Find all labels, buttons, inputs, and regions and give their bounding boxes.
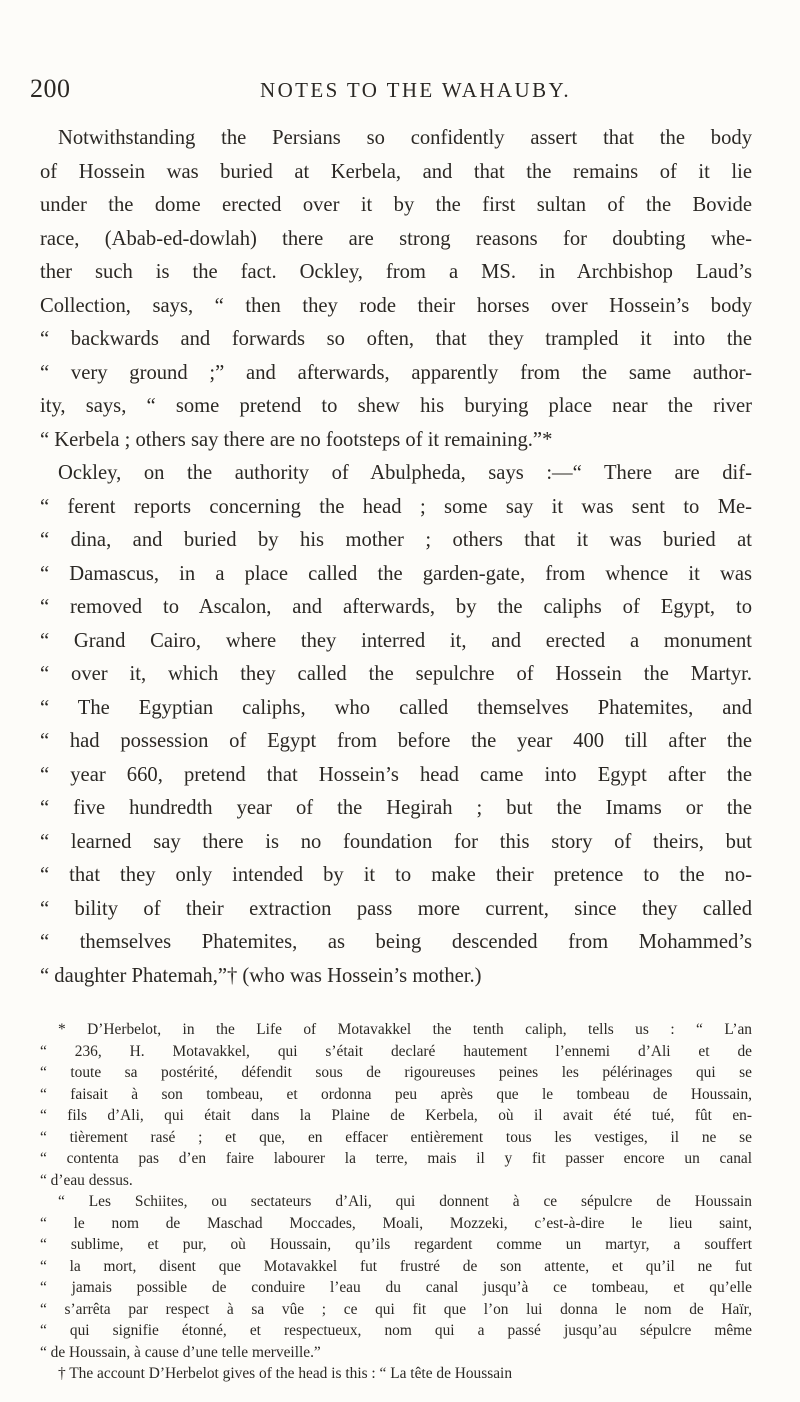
text-line: race, (Abab-ed-dowlah) there are strong reasons for doubting whe-	[40, 227, 752, 250]
footnote-line: † The account D’Herbelot gives of the head is this : “ La tête de Houssain	[58, 1365, 513, 1382]
footnote-line: “ fils d’Ali, qui était dans la Plaine de Kerbela, où il avait été tué, fût en-	[40, 1107, 752, 1124]
text-line: “ had possession of Egypt from before the year 400 till after the	[40, 730, 752, 752]
text-line: under the dome erected over it by the first sultan of the Bovide	[40, 194, 752, 216]
text-line: of Hossein was buried at Kerbela, and that the remains of it lie	[40, 160, 752, 183]
footnote-line: “ contenta pas d’en faire labourer la terre, mais il y fit passer encore un canal	[40, 1150, 752, 1167]
text-line: “ five hundredth year of the Hegirah ; but the Imams or the	[40, 797, 752, 819]
text-line: “ Damascus, in a place called the garden-gate, from whence it was	[40, 562, 752, 585]
footnote-line: “ Les Schiites, ou sectateurs d’Ali, qui donnent à ce sépulcre de Houssain	[58, 1193, 752, 1210]
footnote-line: “ qui signifie étonné, et respectueux, nom qui a passé jusqu’au sépulcre même	[40, 1322, 752, 1339]
main-text	[40, 122, 752, 993]
text-line: “ dina, and buried by his mother ; others that it was buried at	[40, 529, 752, 551]
footnote-line: “ faisait à son tombeau, et ordonna peu après que le tombeau de Houssain,	[40, 1085, 752, 1103]
text-line: “ removed to Ascalon, and afterwards, by the caliphs of Egypt, to	[40, 596, 752, 618]
text-line: “ daughter Phatemah,”† (who was Hossein’s mother.)	[40, 964, 482, 987]
footnote-line: “ de Houssain, à cause d’une telle merveille.”	[40, 1343, 321, 1361]
text-line: ity, says, “ some pretend to shew his burying place near the river	[40, 395, 752, 417]
page-header	[30, 74, 730, 108]
footnote-line: “ sublime, et pur, où Houssain, qu’ils regardent comme un martyr, a souffert	[40, 1236, 752, 1253]
footnotes	[40, 1019, 752, 1385]
footnote-line: “ s’arrêta par respect à sa vûe ; ce qui fit que l’on lui donna le nom de Haïr,	[40, 1300, 752, 1318]
text-line: “ learned say there is no foundation for this story of theirs, but	[40, 830, 752, 853]
text-line: ther such is the fact. Ockley, from a MS. in Archbishop Laud’s	[40, 261, 752, 283]
text-line: “ that they only intended by it to make their pretence to the no-	[40, 864, 752, 886]
text-line: “ themselves Phatemites, as being descended from Mohammed’s	[40, 931, 752, 953]
text-line: “ bility of their extraction pass more current, since they called	[40, 897, 752, 920]
running-title: NOTES TO THE WAHAUBY.	[260, 78, 571, 102]
text-line: “ ferent reports concerning the head ; some say it was sent to Me-	[40, 495, 752, 518]
text-line: Ockley, on the authority of Abulpheda, says :—“ There are dif-	[58, 462, 752, 484]
footnote-line: “ jamais possible de conduire l’eau du canal jusqu’à ce tombeau, et qu’elle	[40, 1279, 752, 1296]
page-number: 200	[30, 74, 71, 103]
footnote-line: “ la mort, disent que Motavakkel fut frustré de son attente, et qu’il ne fut	[40, 1257, 752, 1275]
text-line: “ Grand Cairo, where they interred it, and erected a monument	[40, 629, 752, 652]
text-line: “ year 660, pretend that Hossein’s head came into Egypt after the	[40, 763, 752, 786]
text-line: “ very ground ;” and afterwards, apparently from the same author-	[40, 361, 752, 384]
footnote-line: “ le nom de Maschad Moccades, Moali, Mozzeki, c’est-à-dire le lieu saint,	[40, 1214, 752, 1232]
text-line: Collection, says, “ then they rode their horses over Hossein’s body	[40, 294, 752, 317]
footnote-line: “ 236, H. Motavakkel, qui s’était declaré hautement l’ennemi d’Ali et de	[40, 1042, 752, 1060]
footnote-line: * D’Herbelot, in the Life of Motavakkel the tenth caliph, tells us : “ L’an	[58, 1021, 752, 1038]
text-line: “ The Egyptian caliphs, who called themselves Phatemites, and	[40, 696, 752, 719]
text-line: Notwithstanding the Persians so confidently assert that the body	[58, 127, 752, 149]
footnote-line: “ tièrement rasé ; et que, en effacer entièrement tous les vestiges, il ne se	[40, 1128, 752, 1146]
text-line: “ over it, which they called the sepulchre of Hossein the Martyr.	[40, 663, 752, 685]
text-line: “ backwards and forwards so often, that they trampled it into the	[40, 328, 752, 350]
text-line: “ Kerbela ; others say there are no footsteps of it remaining.”*	[40, 428, 553, 451]
footnote-line: “ toute sa postérité, défendit sous de rigoureuses peines les pélérinages qui se	[40, 1064, 752, 1081]
footnote-line: “ d’eau dessus.	[40, 1171, 133, 1189]
